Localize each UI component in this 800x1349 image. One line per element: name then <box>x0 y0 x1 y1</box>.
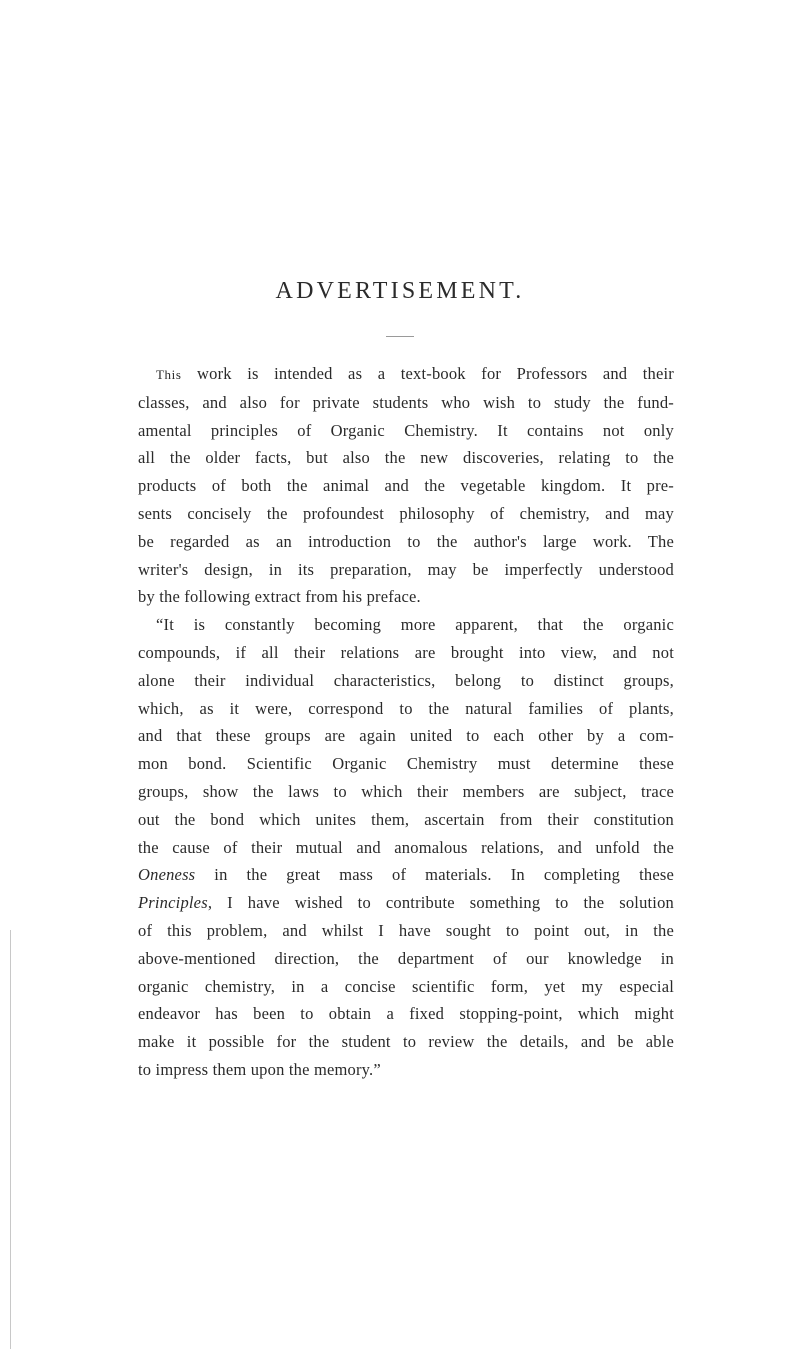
paragraph-2-line: “It is constantly becoming more apparent, that the organic <box>156 615 674 635</box>
paragraph-2-line: mon bond. Scientific Organic Chemistry must determine these <box>138 754 674 774</box>
paragraph-1-line: writer's design, in its preparation, may be imperfectly understood <box>138 559 674 579</box>
paragraph-2-line: make it possible for the student to review the details, and be able <box>138 1032 674 1052</box>
paragraph-2-line: alone their individual characteristics, belong to distinct groups, <box>138 670 674 690</box>
paragraph-1-line: by the following extract from his preface. <box>138 587 421 607</box>
page-title: ADVERTISEMENT. <box>275 278 525 304</box>
paragraph-1-line: This work is intended as a text-book for Professors and their <box>156 364 674 383</box>
paragraph-2-line: the cause of their mutual and anomalous relations, and unfold the <box>138 837 674 857</box>
paragraph-1-line: all the older facts, but also the new discoveries, relating to the <box>138 448 674 468</box>
binding-edge <box>10 930 11 1349</box>
paragraph-2-line: organic chemistry, in a concise scientific form, yet my especial <box>138 976 674 996</box>
paragraph-1-line: be regarded as an introduction to the author's large work. The <box>138 531 674 551</box>
paragraph-2-line: Principles, I have wished to contribute something to the solution <box>138 893 674 913</box>
principles-word: Principles <box>138 893 208 913</box>
paragraph-2-line: to impress them upon the memory.” <box>138 1059 381 1079</box>
paragraph-2-line: above-mentioned direction, the department of our knowledge in <box>138 948 674 968</box>
title-divider <box>386 336 414 337</box>
paragraph-1-line: sents concisely the profoundest philosophy of chemistry, and may <box>138 503 674 523</box>
paragraph-2-line: out the bond which unites them, ascertain from their constitution <box>138 809 674 829</box>
paragraph-2-line: groups, show the laws to which their members are subject, trace <box>138 781 674 801</box>
dropcap-word: This <box>156 367 182 382</box>
body-text <box>138 360 674 1084</box>
paragraph-2-line: endeavor has been to obtain a fixed stopping-point, which might <box>138 1004 674 1024</box>
paragraph-1-line: products of both the animal and the vegetable kingdom. It pre- <box>138 476 674 496</box>
paragraph-2-line: of this problem, and whilst I have sought to point out, in the <box>138 920 674 940</box>
oneness-word: Oneness <box>138 865 196 885</box>
paragraph-2-line: and that these groups are again united to each other by a com- <box>138 726 674 746</box>
paragraph-1-line: amental principles of Organic Chemistry. It contains not only <box>138 420 674 440</box>
paragraph-2-line: which, as it were, correspond to the natural families of plants, <box>138 698 674 718</box>
paragraph-1-line: classes, and also for private students who wish to study the fund- <box>138 392 674 412</box>
paragraph-2-line: Oneness in the great mass of materials. In completing these <box>138 865 674 885</box>
paragraph-2-line: compounds, if all their relations are brought into view, and not <box>138 642 674 662</box>
